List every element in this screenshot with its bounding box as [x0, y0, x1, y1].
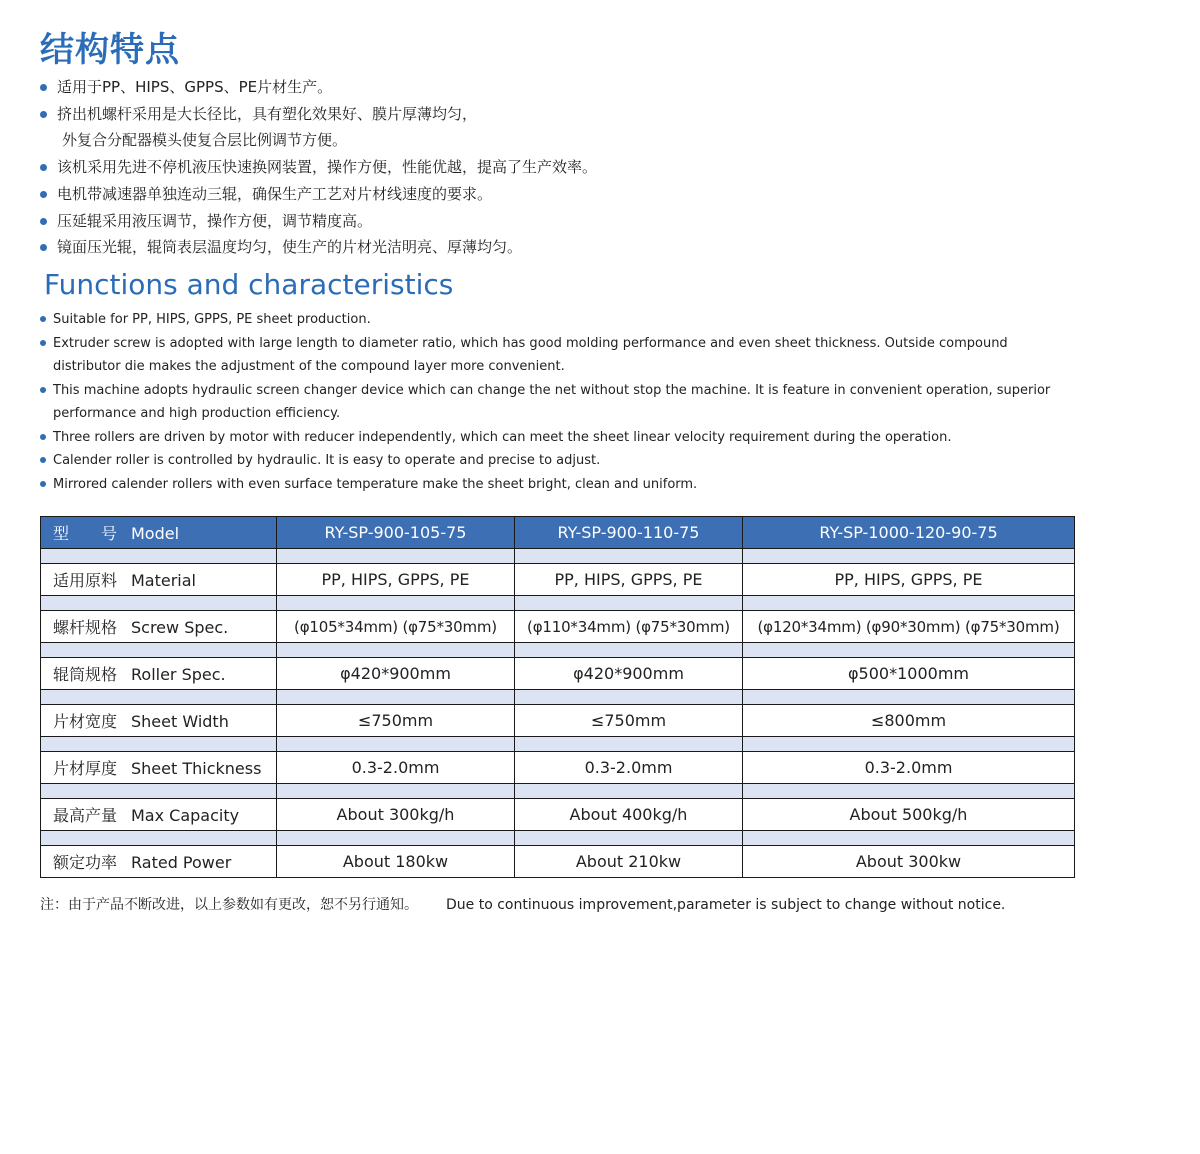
feature-text: 适用于PP、HIPS、GPPS、PE片材生产。 — [57, 78, 333, 96]
list-item — [38, 181, 597, 208]
row-spacer — [41, 737, 1075, 752]
spacer-cell — [41, 737, 277, 752]
list-item — [38, 332, 1078, 379]
table-row — [41, 705, 1075, 737]
table-cell: About 210kw — [515, 846, 743, 878]
bullet-icon — [40, 316, 46, 322]
table-cell: 0.3-2.0mm — [743, 752, 1075, 784]
features-list-en — [38, 308, 1078, 496]
spacer-cell — [277, 737, 515, 752]
table-row — [41, 658, 1075, 690]
spacer-cell — [515, 784, 743, 799]
spacer-cell — [41, 549, 277, 564]
row-label-en: Screw Spec. — [131, 618, 229, 637]
feature-text: This machine adopts hydraulic screen changer device which can change the net without stop the machine. It is feature in convenient operation, superior performance and high production efficiency. — [53, 382, 1051, 421]
table-cell: About 500kg/h — [743, 799, 1075, 831]
model-header-cell: RY-SP-900-110-75 — [515, 517, 743, 549]
table-row — [41, 799, 1075, 831]
spacer-cell — [41, 784, 277, 799]
feature-text: Suitable for PP, HIPS, GPPS, PE sheet production. — [53, 312, 371, 327]
list-item — [38, 473, 1078, 497]
list-item-continuation — [38, 127, 597, 154]
spacer-cell — [277, 690, 515, 705]
row-spacer — [41, 784, 1075, 799]
row-label-cell — [41, 658, 277, 690]
spec-table — [40, 516, 1075, 878]
list-item — [38, 74, 597, 101]
row-label-en: Sheet Width — [131, 712, 229, 731]
table-cell: φ500*1000mm — [743, 658, 1075, 690]
table-row — [41, 564, 1075, 596]
row-label-en: Material — [131, 571, 196, 590]
row-label-cn: 片材宽度 — [53, 712, 118, 731]
spacer-cell — [743, 784, 1075, 799]
row-label-en: Roller Spec. — [131, 665, 226, 684]
spacer-cell — [743, 831, 1075, 846]
table-cell: About 300kw — [743, 846, 1075, 878]
table-row — [41, 611, 1075, 643]
row-label-cell — [41, 564, 277, 596]
bullet-icon — [40, 164, 47, 171]
row-label-cell — [41, 611, 277, 643]
row-label-cell — [41, 799, 277, 831]
model-header-cell: RY-SP-1000-120-90-75 — [743, 517, 1075, 549]
table-cell: (φ105*34mm) (φ75*30mm) — [277, 611, 515, 643]
table-cell: About 180kw — [277, 846, 515, 878]
spacer-cell — [277, 784, 515, 799]
table-cell: φ420*900mm — [515, 658, 743, 690]
spacer-cell — [743, 690, 1075, 705]
spacer-cell — [515, 549, 743, 564]
table-cell: ≤800mm — [743, 705, 1075, 737]
header-label-cn: 型 号 — [53, 524, 118, 543]
list-item — [38, 426, 1078, 450]
row-label-cell — [41, 846, 277, 878]
row-label-cn: 最高产量 — [53, 806, 118, 825]
spacer-cell — [277, 643, 515, 658]
spacer-cell — [41, 831, 277, 846]
header-label-en: Model — [131, 524, 180, 543]
row-label-cn: 额定功率 — [53, 853, 118, 872]
table-cell: PP, HIPS, GPPS, PE — [515, 564, 743, 596]
row-label-cell — [41, 705, 277, 737]
row-spacer — [41, 549, 1075, 564]
row-spacer — [41, 690, 1075, 705]
footnote-en: Due to continuous improvement,parameter is subject to change without notice. — [446, 897, 1006, 913]
spacer-cell — [743, 643, 1075, 658]
spacer-cell — [277, 831, 515, 846]
table-cell: 0.3-2.0mm — [277, 752, 515, 784]
bullet-icon — [40, 111, 47, 118]
row-label-en: Sheet Thickness — [131, 759, 262, 778]
row-label-cn: 片材厚度 — [53, 759, 118, 778]
bullet-icon — [40, 84, 47, 91]
feature-text: 镜面压光辊，辊筒表层温度均匀，使生产的片材光洁明亮、厚薄均匀。 — [57, 238, 523, 257]
feature-text: 该机采用先进不停机液压快速换网装置，操作方便，性能优越，提高了生产效率。 — [57, 158, 598, 177]
feature-text: Extruder screw is adopted with large length to diameter ratio, which has good molding performance and even sheet thickness. Outside compound distributor die makes the adjustment of the compound layer more convenient. — [53, 335, 1008, 374]
spacer-cell — [515, 596, 743, 611]
feature-text: Three rollers are driven by motor with reducer independently, which can meet the sheet linear velocity requirement during the operation. — [53, 429, 952, 445]
list-item — [38, 154, 597, 181]
feature-text: Mirrored calender rollers with even surface temperature make the sheet bright, clean and uniform. — [53, 476, 698, 492]
row-spacer — [41, 831, 1075, 846]
row-spacer — [41, 643, 1075, 658]
row-label-en: Max Capacity — [131, 806, 240, 825]
table-cell: PP, HIPS, GPPS, PE — [277, 564, 515, 596]
header-label-cell — [41, 517, 277, 549]
table-cell: About 300kg/h — [277, 799, 515, 831]
bullet-icon — [40, 434, 46, 440]
spacer-cell — [41, 596, 277, 611]
spacer-cell — [515, 737, 743, 752]
table-cell: (φ120*34mm) (φ90*30mm) (φ75*30mm) — [743, 611, 1075, 643]
row-label-cn: 适用原料 — [53, 571, 118, 590]
bullet-icon — [40, 387, 46, 393]
table-cell: ≤750mm — [277, 705, 515, 737]
feature-text: 挤出机螺杆采用是大长径比，具有塑化效果好、膜片厚薄均匀， — [57, 104, 478, 123]
bullet-icon — [40, 340, 46, 346]
footnote — [40, 894, 1005, 914]
row-label-cn: 螺杆规格 — [53, 618, 118, 637]
table-header-row — [41, 517, 1075, 549]
list-item — [38, 449, 1078, 473]
list-item — [38, 101, 597, 128]
row-label-cell — [41, 752, 277, 784]
list-item — [38, 234, 597, 261]
bullet-icon — [40, 457, 46, 463]
list-item — [38, 208, 597, 235]
bullet-icon — [40, 244, 47, 251]
row-spacer — [41, 596, 1075, 611]
spacer-cell — [41, 643, 277, 658]
row-label-cn: 辊筒规格 — [53, 665, 118, 684]
list-item — [38, 379, 1078, 426]
model-header-cell: RY-SP-900-105-75 — [277, 517, 515, 549]
spacer-cell — [515, 690, 743, 705]
spacer-cell — [515, 831, 743, 846]
bullet-icon — [40, 481, 46, 487]
spacer-cell — [515, 643, 743, 658]
heading-en: Functions and characteristics — [44, 268, 454, 301]
table-cell: PP, HIPS, GPPS, PE — [743, 564, 1075, 596]
footnote-cn: 注：由于产品不断改进，以上参数如有更改，恕不另行通知。 — [40, 897, 418, 913]
spacer-cell — [277, 549, 515, 564]
features-list-cn — [38, 74, 597, 261]
feature-text: 外复合分配器模头使复合层比例调节方便。 — [62, 131, 348, 150]
spacer-cell — [41, 690, 277, 705]
table-cell: ≤750mm — [515, 705, 743, 737]
feature-text: Calender roller is controlled by hydraulic. It is easy to operate and precise to adjust. — [53, 453, 601, 468]
table-cell: φ420*900mm — [277, 658, 515, 690]
bullet-icon — [40, 218, 47, 225]
table-row — [41, 752, 1075, 784]
spacer-cell — [277, 596, 515, 611]
list-item — [38, 308, 1078, 332]
bullet-icon — [40, 191, 47, 198]
row-label-en: Rated Power — [131, 853, 232, 872]
spacer-cell — [743, 596, 1075, 611]
table-cell: (φ110*34mm) (φ75*30mm) — [515, 611, 743, 643]
table-cell: About 400kg/h — [515, 799, 743, 831]
feature-text: 压延辊采用液压调节，操作方便，调节精度高。 — [57, 211, 373, 230]
spacer-cell — [743, 549, 1075, 564]
feature-text: 电机带减速器单独连动三辊，确保生产工艺对片材线速度的要求。 — [57, 184, 493, 203]
spacer-cell — [743, 737, 1075, 752]
table-cell: 0.3-2.0mm — [515, 752, 743, 784]
table-row — [41, 846, 1075, 878]
heading-cn: 结构特点 — [40, 30, 180, 70]
